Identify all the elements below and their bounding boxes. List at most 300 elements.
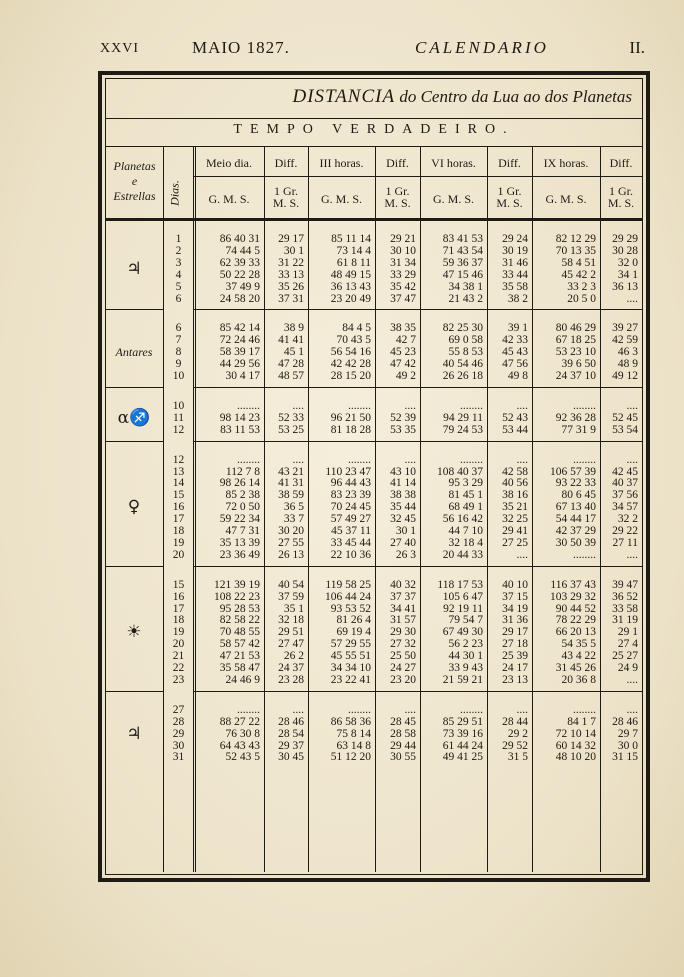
- value-cell: 29 17: [502, 626, 528, 639]
- value-cell: 38 38: [390, 489, 416, 502]
- value-cell: 56 2 23: [448, 638, 483, 651]
- value-cell: 81 26 4: [336, 614, 371, 627]
- value-cell: 79 54 7: [448, 614, 483, 627]
- value-cell: 42 45: [612, 465, 638, 478]
- day-cell: 8: [175, 346, 182, 359]
- planet-symbol-icon: ♀: [127, 497, 141, 518]
- section-number: II.: [629, 38, 645, 57]
- day-cell: 19: [172, 626, 185, 639]
- value-cell: 37 56: [612, 489, 638, 502]
- value-cell: 29 29: [612, 233, 638, 245]
- column-header: Diff.: [609, 156, 633, 170]
- day-cell: 3: [175, 256, 182, 269]
- value-cell: 49 2: [395, 370, 416, 382]
- rule: [106, 218, 642, 221]
- day-cell: 12: [172, 423, 185, 436]
- value-cell: 62 39 33: [219, 256, 260, 269]
- column-header: Diff.: [498, 156, 521, 170]
- value-cell: ........: [460, 453, 483, 466]
- value-cell: 52 45: [612, 411, 638, 424]
- value-cell: 41 14: [390, 477, 416, 490]
- value-cell: ....: [404, 399, 416, 412]
- value-cell: 53 25: [278, 423, 304, 436]
- day-cell: 21: [172, 650, 185, 663]
- day-cell: 31: [172, 751, 185, 764]
- value-cell: 64 43 43: [219, 739, 260, 752]
- day-cell: 2: [175, 244, 182, 257]
- value-cell: 47 42: [390, 358, 416, 371]
- value-cell: 36 13 43: [330, 280, 371, 293]
- value-cell: 84 1 7: [567, 715, 596, 728]
- value-cell: 105 6 47: [442, 590, 483, 603]
- value-cell: 40 32: [390, 578, 416, 591]
- day-cell: 10: [172, 370, 185, 382]
- value-cell: ....: [516, 703, 528, 716]
- value-cell: 20 36 8: [561, 673, 596, 686]
- value-cell: 20 5 0: [567, 292, 596, 305]
- value-cell: 27 18: [502, 638, 528, 651]
- value-cell: 24 27: [390, 662, 416, 674]
- dias-header-label: Dias.: [167, 180, 182, 206]
- value-cell: 69 19 4: [336, 626, 371, 639]
- day-cell: 30: [172, 739, 185, 752]
- day-cell: 6: [175, 322, 182, 335]
- value-cell: 47 21 53: [219, 650, 260, 663]
- value-cell: 75 8 14: [336, 727, 371, 740]
- value-cell: ........: [573, 548, 596, 561]
- value-cell: 28 45: [390, 715, 416, 728]
- value-cell: 29 52: [502, 739, 528, 752]
- value-cell: 26 3: [395, 548, 416, 561]
- day-cell: 11: [172, 411, 185, 424]
- value-cell: 92 19 11: [443, 602, 483, 615]
- value-cell: 95 3 29: [448, 477, 483, 490]
- value-cell: 49 12: [612, 370, 638, 382]
- value-cell: 39 1: [507, 322, 528, 335]
- value-cell: 29 30: [390, 626, 416, 639]
- value-cell: 81 18 28: [330, 423, 371, 436]
- value-cell: 33 9 43: [448, 662, 483, 674]
- value-cell: 29 37: [278, 739, 304, 752]
- day-cell: 22: [172, 662, 185, 674]
- value-cell: 70 48 55: [219, 626, 260, 639]
- value-cell: ........: [460, 703, 483, 716]
- value-cell: 35 44: [390, 501, 416, 514]
- dias-header: [160, 168, 190, 218]
- day-cell: 14: [172, 477, 185, 490]
- day-cell: 17: [172, 602, 185, 615]
- value-cell: 43 10: [390, 465, 416, 478]
- value-cell: 68 49 1: [448, 501, 483, 514]
- value-cell: 23 28: [278, 673, 304, 686]
- value-cell: ........: [237, 399, 260, 412]
- value-cell: ....: [516, 453, 528, 466]
- day-cell: 28: [172, 715, 185, 728]
- value-cell: 28 44: [502, 715, 528, 728]
- value-cell: 33 58: [612, 602, 638, 615]
- value-cell: ....: [292, 453, 304, 466]
- value-cell: 48 9: [617, 358, 638, 371]
- value-cell: 81 45 1: [448, 489, 483, 502]
- value-cell: 56 16 42: [442, 513, 483, 526]
- value-cell: ....: [516, 399, 528, 412]
- value-cell: ........: [573, 453, 596, 466]
- group-separator: [106, 691, 163, 692]
- value-cell: 29 44: [390, 739, 416, 752]
- value-cell: ........: [573, 399, 596, 412]
- value-cell: 40 54: [278, 578, 304, 591]
- value-cell: 35 1: [283, 602, 304, 615]
- planet-symbol-icon: α♐: [117, 407, 151, 428]
- value-cell: 60 14 32: [555, 739, 596, 752]
- value-cell: 39 6 50: [561, 358, 596, 371]
- value-cell: 55 8 53: [448, 346, 483, 359]
- day-cell: 16: [172, 501, 185, 514]
- column-subheader: G. M. S.: [208, 192, 250, 206]
- day-cell: 27: [172, 703, 185, 716]
- value-cell: 85 2 38: [225, 489, 260, 502]
- value-cell: 27 40: [390, 536, 416, 549]
- table-title: [106, 86, 642, 114]
- value-cell: ....: [404, 453, 416, 466]
- value-cell: 67 13 40: [555, 501, 596, 514]
- value-cell: 93 53 52: [330, 602, 371, 615]
- value-cell: 31 5: [507, 751, 528, 764]
- value-cell: 118 17 53: [437, 578, 483, 591]
- value-cell: 83 23 39: [330, 489, 371, 502]
- day-cell: 5: [175, 280, 182, 293]
- month-heading: MAIO 1827.: [192, 38, 290, 57]
- planetas-header: Planetas e Estrellas: [113, 159, 156, 203]
- value-cell: 57 49 27: [330, 513, 371, 526]
- value-cell: 24 17: [502, 662, 528, 674]
- table-title-emph: DISTANCIA: [292, 86, 396, 107]
- value-cell: 40 54 46: [442, 358, 483, 371]
- value-cell: 30 10: [390, 244, 416, 257]
- value-cell: ........: [348, 399, 371, 412]
- value-cell: 21 59 21: [442, 673, 483, 686]
- value-cell: 30 28: [612, 244, 638, 257]
- value-cell: 28 46: [612, 715, 638, 728]
- day-cell: 7: [175, 334, 182, 347]
- value-cell: 45 1: [283, 346, 304, 359]
- value-cell: 43 4 22: [561, 650, 596, 663]
- value-cell: 27 4: [617, 638, 638, 651]
- value-cell: 52 43: [502, 411, 528, 424]
- group-label: Antares: [115, 345, 153, 360]
- value-cell: 85 42 14: [219, 322, 260, 335]
- value-cell: 57 29 55: [330, 638, 371, 651]
- value-cell: 37 37: [390, 590, 416, 603]
- value-cell: 29 22: [612, 525, 638, 537]
- value-cell: 25 50: [390, 650, 416, 663]
- value-cell: 35 58 47: [219, 662, 260, 674]
- value-cell: 73 39 16: [442, 727, 483, 740]
- value-cell: 42 7: [395, 334, 416, 347]
- value-cell: 29 21: [390, 233, 416, 245]
- value-cell: 36 13: [612, 280, 638, 293]
- value-cell: 26 13: [278, 548, 304, 561]
- value-cell: 29 51: [278, 626, 304, 639]
- value-cell: 72 10 14: [555, 727, 596, 740]
- value-cell: 26 2: [283, 650, 304, 663]
- value-cell: 42 37 29: [555, 525, 596, 537]
- value-cell: 33 13: [278, 268, 304, 281]
- value-cell: 58 39 17: [219, 346, 260, 359]
- day-cell: 12: [172, 453, 185, 466]
- column-header: Meio dia.: [206, 156, 252, 170]
- value-cell: 49 8: [507, 370, 528, 382]
- value-cell: 67 49 30: [442, 626, 483, 639]
- value-cell: 53 54: [612, 423, 638, 436]
- column-subheader: G. M. S.: [545, 192, 587, 206]
- value-cell: 85 29 51: [442, 715, 483, 728]
- value-cell: 23 13: [502, 673, 528, 686]
- value-cell: 121 39 19: [214, 578, 260, 591]
- value-cell: 27 55: [278, 536, 304, 549]
- value-cell: 67 18 25: [555, 334, 596, 347]
- value-cell: 58 57 42: [219, 638, 260, 651]
- value-cell: 29 24: [502, 233, 528, 245]
- value-cell: 38 16: [502, 489, 528, 502]
- value-cell: 47 56: [502, 358, 528, 371]
- value-cell: 77 31 9: [561, 423, 596, 436]
- group-separator: [194, 566, 642, 567]
- value-cell: 31 15: [612, 751, 638, 764]
- value-cell: 70 24 45: [330, 501, 371, 514]
- value-cell: 84 4 5: [342, 322, 371, 335]
- value-cell: 72 24 46: [219, 334, 260, 347]
- group-separator: [106, 309, 163, 310]
- value-cell: 45 42 2: [561, 268, 596, 281]
- column-subheader: G. M. S.: [320, 192, 362, 206]
- value-cell: ....: [626, 453, 638, 466]
- value-cell: 38 9: [283, 322, 304, 335]
- value-cell: 106 57 39: [550, 465, 596, 478]
- value-cell: 83 11 53: [220, 423, 260, 436]
- table-title-rest: do Centro da Lua ao dos Planetas: [399, 87, 632, 106]
- value-cell: 27 25: [502, 536, 528, 549]
- value-cell: 34 38 1: [448, 280, 483, 293]
- value-cell: 80 46 29: [555, 322, 596, 335]
- value-cell: 32 45: [390, 513, 416, 526]
- value-cell: 35 26: [278, 280, 304, 293]
- value-cell: 36 5: [283, 501, 304, 514]
- day-cell: 18: [172, 614, 185, 627]
- value-cell: 29 17: [278, 233, 304, 245]
- value-cell: 63 14 8: [336, 739, 371, 752]
- value-cell: 51 12 20: [330, 751, 371, 764]
- group-separator: [194, 441, 642, 442]
- value-cell: 83 41 53: [442, 233, 483, 245]
- value-cell: ....: [292, 703, 304, 716]
- value-cell: 28 58: [390, 727, 416, 740]
- value-cell: 30 20: [278, 525, 304, 537]
- value-cell: ....: [404, 703, 416, 716]
- value-cell: 94 29 11: [443, 411, 483, 424]
- value-cell: 74 44 5: [225, 244, 260, 257]
- value-cell: 53 35: [390, 423, 416, 436]
- value-cell: 45 43: [502, 346, 528, 359]
- value-cell: 28 46: [278, 715, 304, 728]
- column-header: VI horas.: [431, 156, 476, 170]
- day-cell: 19: [172, 536, 185, 549]
- value-cell: 47 28: [278, 358, 304, 371]
- value-cell: 86 58 36: [330, 715, 371, 728]
- running-head: [100, 38, 645, 60]
- value-cell: 32 25: [502, 513, 528, 526]
- value-cell: ........: [348, 703, 371, 716]
- value-cell: 44 7 10: [448, 525, 483, 537]
- value-cell: 48 10 20: [555, 751, 596, 764]
- value-cell: 70 13 35: [555, 244, 596, 257]
- value-cell: 32 18: [278, 614, 304, 627]
- value-cell: 34 34 10: [330, 662, 371, 674]
- value-cell: 40 56: [502, 477, 528, 490]
- value-cell: 21 43 2: [448, 292, 483, 305]
- value-cell: 98 14 23: [219, 411, 260, 424]
- value-cell: 29 7: [617, 727, 638, 740]
- value-cell: 61 8 11: [336, 256, 371, 269]
- day-cell: 15: [172, 489, 185, 502]
- value-cell: 52 39: [390, 411, 416, 424]
- day-cell: 20: [172, 638, 185, 651]
- column-subheader: 1 Gr. M. S.: [272, 184, 300, 210]
- value-cell: 44 29 56: [219, 358, 260, 371]
- value-cell: 73 14 4: [336, 244, 371, 257]
- day-cell: 15: [172, 578, 185, 591]
- day-cell: 16: [172, 590, 185, 603]
- day-cell: 29: [172, 727, 185, 740]
- value-cell: 31 19: [612, 614, 638, 627]
- value-cell: 30 55: [390, 751, 416, 764]
- value-cell: 90 44 52: [555, 602, 596, 615]
- value-cell: 93 22 33: [555, 477, 596, 490]
- value-cell: 42 33: [502, 334, 528, 347]
- value-cell: 27 11: [612, 536, 638, 549]
- value-cell: 27 32: [390, 638, 416, 651]
- value-cell: 82 12 29: [555, 233, 596, 245]
- value-cell: 78 22 29: [555, 614, 596, 627]
- value-cell: 31 45 26: [555, 662, 596, 674]
- value-cell: 39 47: [612, 578, 638, 591]
- value-cell: 32 2: [617, 513, 638, 526]
- value-cell: 54 44 17: [555, 513, 596, 526]
- value-cell: 32 0: [617, 256, 638, 269]
- day-cell: 9: [175, 358, 182, 371]
- value-cell: 40 37: [612, 477, 638, 490]
- value-cell: 30 1: [283, 244, 304, 257]
- value-cell: 49 41 25: [442, 751, 483, 764]
- value-cell: 31 36: [502, 614, 528, 627]
- planet-symbol-icon: ♃: [126, 258, 142, 279]
- value-cell: 33 44: [502, 268, 528, 281]
- value-cell: 33 2 3: [567, 280, 596, 293]
- group-separator: [194, 309, 642, 310]
- column-subheader: 1 Gr. M. S.: [384, 184, 411, 210]
- value-cell: 108 22 23: [214, 590, 260, 603]
- column-subheader: 1 Gr. M. S.: [496, 184, 523, 210]
- value-cell: 27 47: [278, 638, 304, 651]
- value-cell: 86 40 31: [219, 233, 260, 245]
- value-cell: 98 26 14: [219, 477, 260, 490]
- value-cell: 30 50 39: [555, 536, 596, 549]
- value-cell: 116 37 43: [550, 578, 596, 591]
- value-cell: 23 36 49: [219, 548, 260, 561]
- value-cell: 69 0 58: [448, 334, 483, 347]
- value-cell: 38 59: [278, 489, 304, 502]
- day-cell: 18: [172, 525, 185, 537]
- value-cell: 45 55 51: [330, 650, 371, 663]
- value-cell: 33 45 44: [330, 536, 371, 549]
- value-cell: 29 2: [507, 727, 528, 740]
- value-cell: 39 27: [612, 322, 638, 335]
- value-cell: 106 44 24: [325, 590, 371, 603]
- group-separator: [106, 387, 163, 388]
- value-cell: 31 46: [502, 256, 528, 269]
- value-cell: 30 1: [395, 525, 416, 537]
- column-header: III horas.: [319, 156, 364, 170]
- group-separator: [194, 691, 642, 692]
- value-cell: 37 59: [278, 590, 304, 603]
- value-cell: ........: [237, 453, 260, 466]
- value-cell: 58 4 51: [561, 256, 596, 269]
- value-cell: 53 44: [502, 423, 528, 436]
- value-cell: 31 57: [390, 614, 416, 627]
- value-cell: ........: [460, 399, 483, 412]
- value-cell: 24 37: [278, 662, 304, 674]
- value-cell: 34 19: [502, 602, 528, 615]
- value-cell: 52 43 5: [225, 751, 260, 764]
- value-cell: 35 58: [502, 280, 528, 293]
- value-cell: 44 30 1: [448, 650, 483, 663]
- value-cell: 25 27: [612, 650, 638, 663]
- column-header: IX horas.: [543, 156, 589, 170]
- value-cell: 79 24 53: [442, 423, 483, 436]
- value-cell: 30 45: [278, 751, 304, 764]
- value-cell: 37 47: [390, 292, 416, 305]
- value-cell: 59 22 34: [219, 513, 260, 526]
- value-cell: ....: [626, 399, 638, 412]
- value-cell: 31 34: [390, 256, 416, 269]
- value-cell: 82 58 22: [219, 614, 260, 627]
- value-cell: 61 44 24: [442, 739, 483, 752]
- value-cell: ....: [626, 673, 638, 686]
- value-cell: 43 21: [278, 465, 304, 478]
- value-cell: 92 36 28: [555, 411, 596, 424]
- day-cell: 13: [172, 465, 185, 478]
- value-cell: 42 58: [502, 465, 528, 478]
- value-cell: 31 22: [278, 256, 304, 269]
- value-cell: ....: [626, 292, 638, 305]
- value-cell: 33 29: [390, 268, 416, 281]
- value-cell: 48 57: [278, 370, 304, 382]
- value-cell: 71 43 54: [442, 244, 483, 257]
- value-cell: 108 40 37: [437, 465, 483, 478]
- value-cell: 33 7: [283, 513, 304, 526]
- day-cell: 20: [172, 548, 185, 561]
- day-cell: 4: [175, 268, 182, 281]
- value-cell: 82 25 30: [442, 322, 483, 335]
- value-cell: 95 28 53: [219, 602, 260, 615]
- rule: [194, 176, 642, 177]
- value-cell: 30 19: [502, 244, 528, 257]
- value-cell: 38 2: [507, 292, 528, 305]
- value-cell: 36 52: [612, 590, 638, 603]
- value-cell: 50 22 28: [219, 268, 260, 281]
- calendar-title: CALENDARIO: [415, 38, 549, 57]
- day-cell: 6: [175, 292, 182, 305]
